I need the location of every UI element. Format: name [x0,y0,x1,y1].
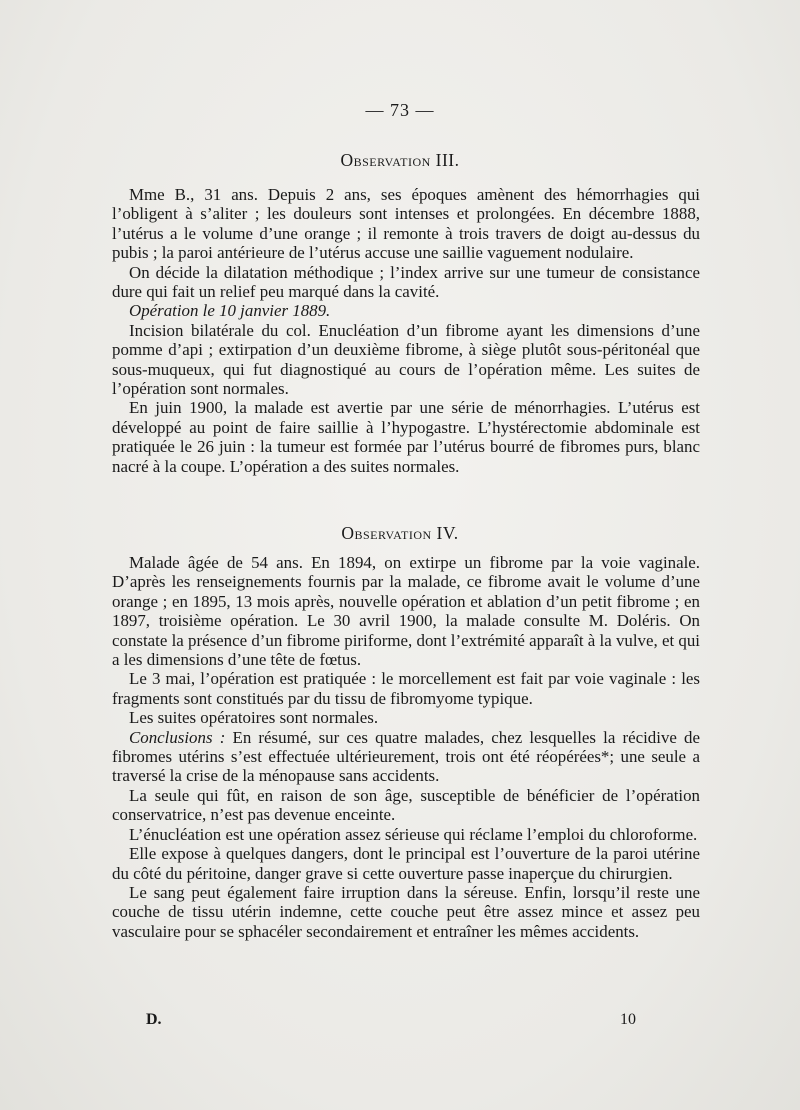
paragraph: On décide la dilatation méthodique ; l’index arrive sur une tumeur de consistance dure qui fait un relief peu marqué dans la cavité. [112,262,700,302]
paragraph: Malade âgée de 54 ans. En 1894, on extirpe un fibrome par la voie vaginale. D’après les renseignements fournis par la malade, ce fibrome avait le volume d’une orange ; en 1895, 13 mois après, nouvelle opération et ablation d’un petit fibrome ; en 1897, troisième opération. Le 30 avril 1900, la malade consulte M. Doléris. On constate la présence d’un fibrome piriforme, dont l’extrémité apparaît à la vulve, et qui a les dimensions d’une tête de fœtus. [112,553,700,670]
observation-3-title-numeral: III. [435,150,460,170]
observation-4-title-prefix: Observation [341,523,432,543]
paragraph: Mme B., 31 ans. Depuis 2 ans, ses époques amènent des hémorrhagies qui l’obligent à s’aliter ; les douleurs sont intenses et prolongées. En décembre 1888, l’utérus a le volume d’une orange ; il remonte à trois travers de doigt au-dessus du pubis ; la paroi antérieure de l’utérus accuse une saillie vaguement nodulaire. [112,185,700,263]
conclusions-text: En résumé, sur ces quatre malades, chez lesquelles la récidive de fibromes utérins s’est effectuée ultérieurement, trois ont été réopérées*; une seule a traversé la crise de la ménopause sans accidents. [112,727,700,786]
observation-3-body [112,185,700,476]
operation-heading [112,301,700,320]
paragraph: Incision bilatérale du col. Enucléation d’un fibrome ayant les dimensions d’une pomme d’api ; extirpation d’un deuxième fibrome, à siège plutôt sous-péritonéal que sous-muqueux, qui fut diagnostiqué au cours de l’opération même. Les suites de l’opération sont normales. [112,320,700,399]
paragraph: Les suites opératoires sont normales. [129,708,379,728]
operation-heading-text: Opération le 10 janvier 1889. [129,301,331,321]
observation-4-title-numeral: IV. [436,523,459,543]
page-number: — 73 — [365,100,435,120]
conclusions-paragraph [112,728,700,786]
paragraph: L’énucléation est une opération assez sérieuse qui réclame l’emploi du chloroforme. [129,824,698,844]
observation-4-title [0,523,800,544]
sheet-number: 10 [620,1011,636,1028]
signature-mark: D. [146,1011,162,1028]
paragraph: Elle expose à quelques dangers, dont le principal est l’ouverture de la paroi utérine du côté du péritoine, danger grave si cette ouverture passe inaperçue du chirurgien. [112,844,700,883]
paragraph: Le sang peut également faire irruption dans la séreuse. Enfin, lorsqu’il reste une couche de tissu utérin indemne, cette couche peut être assez mince et assez peu vasculaire pour se sphacéler secondairement et entraîner les mêmes accidents. [112,882,700,941]
paragraph: La seule qui fût, en raison de son âge, susceptible de bénéficier de l’opération conservatrice, n’est pas devenue enceinte. [112,785,700,825]
paragraph: En juin 1900, la malade est avertie par une série de ménorrhagies. L’utérus est développé au point de faire saillie à l’hypogastre. L’hystérectomie abdominale est pratiquée le 26 juin : la tumeur est formée par l’utérus bourré de fibromes purs, blanc nacré à la coupe. L’opération a des suites normales. [112,398,700,476]
conclusions-label: Conclusions : [129,727,226,747]
paragraph: Le 3 mai, l’opération est pratiquée : le morcellement est fait par voie vaginale : les fragments sont constitués par du tissu de fibromyome typique. [112,669,700,708]
observation-4-body [112,553,700,941]
observation-3-title-prefix: Observation [340,150,431,170]
observation-3-title [0,150,800,171]
